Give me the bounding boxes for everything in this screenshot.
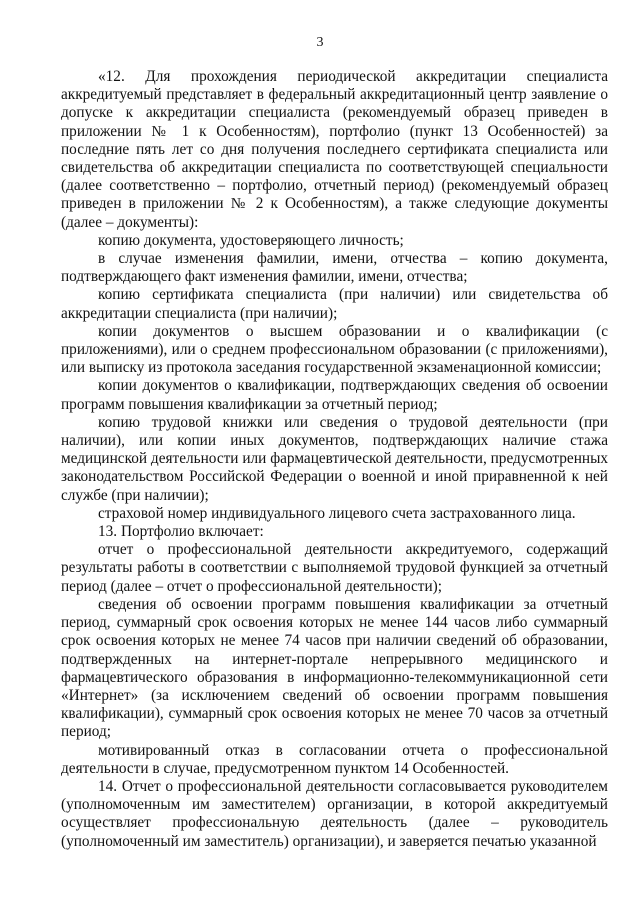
- paragraph-certificate-copy: копию сертификата специалиста (при наличии) или свидетельства об аккредитации специалиста (при наличии);: [61, 286, 608, 322]
- page-number: 3: [316, 35, 324, 50]
- paragraph-education-documents: копии документов о высшем образовании и о квалификации (с приложениями), или о среднем профессиональном образовании (с приложениями), или выписку из протокола заседания государственной экзаменационной комиссии;: [61, 322, 608, 377]
- paragraph-activity-report: отчет о профессиональной деятельности аккредитуемого, содержащий результаты работы в соответствии с выполняемой трудовой функцией за отчетный период (далее – отчет о профессиональной деятельности);: [61, 541, 608, 595]
- paragraph-insurance-number: страховой номер индивидуального лицевого счета застрахованного лица.: [98, 504, 576, 522]
- paragraph-14-report-approval: 14. Отчет о профессиональной деятельности согласовывается руководителем (уполномоченным им заместителем) организации, в которой аккредитуемый осуществляет профессиональную деятельность (далее – руководитель (уполномоченный им заместитель) организации), и заверяется печатью указанной: [61, 777, 608, 850]
- document-body: [61, 68, 608, 851]
- paragraph-12-intro: «12. Для прохождения периодической аккредитации специалиста аккредитуемый представляет в федеральный аккредитационный центр заявление о допуске к аккредитации специалиста (рекомендуемый образец приведен в приложении № 1 к Особенностям), портфолио (пункт 13 Особенностей) за последние пять лет со дня получения последнего сертификата специалиста или свидетельства об аккредитации специалиста по соответствующей специальности (далее соответственно – портфолио, отчетный период) (рекомендуемый образец приведен в приложении № 2 к Особенностям), а также следующие документы (далее – документы):: [61, 68, 608, 231]
- paragraph-qualification-documents: копии документов о квалификации, подтверждающих сведения об освоении программ повышения квалификации за отчетный период;: [61, 377, 608, 413]
- paragraph-training-hours: сведения об освоении программ повышения квалификации за отчетный период, суммарный срок освоения которых не менее 144 часов либо суммарный срок освоения которых не менее 74 часов при наличии сведений об образовании, подтвержденных на интернет-портале непрерывного медицинского и фармацевтического образования в информационно-телекоммуникационной сети «Интернет» (за исключением сведений об освоении программ повышения квалификации), суммарный срок освоения которых не менее 70 часов за отчетный период;: [61, 595, 608, 741]
- paragraph-name-change: в случае изменения фамилии, имени, отчества – копию документа, подтверждающего факт изменения фамилии, имени, отчества;: [61, 250, 608, 286]
- paragraph-identity-document: копию документа, удостоверяющего личность;: [98, 231, 404, 249]
- paragraph-refusal: мотивированный отказ в согласовании отчета о профессиональной деятельности в случае, предусмотренном пунктом 14 Особенностей.: [61, 741, 608, 777]
- paragraph-employment-record: копию трудовой книжки или сведения о трудовой деятельности (при наличии), или копии иных документов, подтверждающих наличие стажа медицинской деятельности или фармацевтической деятельности, предусмотренных законодательством Российской Федерации о военной и иной приравненной к ней службе (при наличии);: [61, 413, 608, 504]
- paragraph-13-portfolio: 13. Портфолио включает:: [98, 523, 264, 541]
